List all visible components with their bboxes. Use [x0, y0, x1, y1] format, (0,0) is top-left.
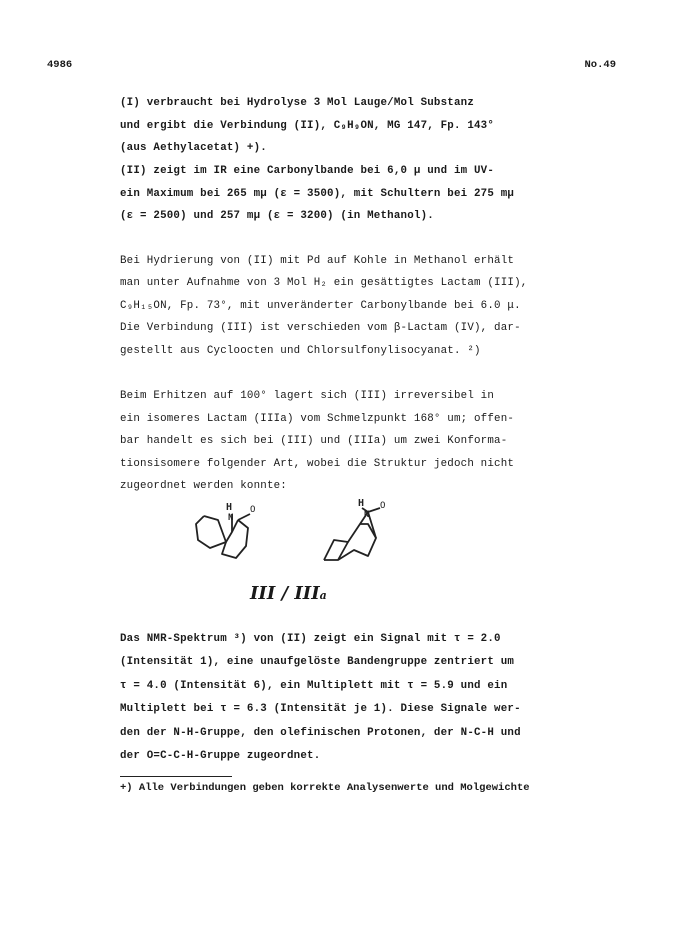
- paragraph1-line-3: (aus Aethylacetat) +).: [120, 142, 267, 154]
- page-number: 4986: [47, 59, 73, 71]
- paragraph2-line-5: gestellt aus Cycloocten und Chlorsulfonylisocyanat. ²): [120, 345, 481, 357]
- paragraph3-line-1: Beim Erhitzen auf 100° lagert sich (III) irreversibel in: [120, 390, 495, 402]
- paragraph4-line-4: Multiplett bei τ = 6.3 (Intensität je 1). Diese Signale wer-: [120, 703, 521, 715]
- paragraph1-line-2: und ergibt die Verbindung (II), C₉H₉ON, MG 147, Fp. 143°: [120, 120, 495, 132]
- paragraph1-line-1: (I) verbraucht bei Hydrolyse 3 Mol Lauge/Mol Substanz: [120, 97, 474, 109]
- structure-label-main: III / III: [250, 583, 320, 604]
- paragraph2-line-1: Bei Hydrierung von (II) mit Pd auf Kohle in Methanol erhält: [120, 255, 515, 267]
- atom-h: H: [358, 498, 365, 509]
- structure-iii: [192, 496, 272, 568]
- structure-label-suffix: a: [319, 589, 327, 602]
- structure-iiia: [314, 494, 394, 568]
- footnote: +) Alle Verbindungen geben korrekte Analysenwerte und Molgewichte: [120, 782, 530, 794]
- paragraph3-line-3: bar handelt es sich bei (III) und (IIIa) um zwei Konforma-: [120, 435, 508, 447]
- paragraph4-line-1: Das NMR-Spektrum ³) von (II) zeigt ein Signal mit τ = 2.0: [120, 633, 501, 645]
- paragraph1-line-5: ein Maximum bei 265 mμ (ε = 3500), mit Schultern bei 275 mμ: [120, 188, 515, 200]
- paragraph2-line-3: C₉H₁₅ON, Fp. 73°, mit unveränderter Carbonylbande bei 6.0 μ.: [120, 300, 521, 312]
- atom-h: H: [226, 502, 233, 513]
- paragraph1-line-6: (ε = 2500) und 257 mμ (ε = 3200) (in Methanol).: [120, 210, 434, 222]
- paragraph1-line-4: (II) zeigt im IR eine Carbonylbande bei 6,0 μ und im UV-: [120, 165, 495, 177]
- paragraph2-line-2: man unter Aufnahme von 3 Mol H₂ ein gesättigtes Lactam (III),: [120, 277, 528, 289]
- atom-n: N: [364, 510, 370, 520]
- paragraph4-line-5: den der N-H-Gruppe, den olefinischen Protonen, der N-C-H und: [120, 727, 521, 739]
- paragraph4-line-3: τ = 4.0 (Intensität 6), ein Multiplett mit τ = 5.9 und ein: [120, 680, 508, 692]
- paragraph2-line-4: Die Verbindung (III) ist verschieden vom β-Lactam (IV), dar-: [120, 322, 521, 334]
- structure-label: [250, 583, 327, 604]
- atom-o: O: [380, 501, 386, 511]
- paragraph3-line-2: ein isomeres Lactam (IIIa) vom Schmelzpunkt 168° um; offen-: [120, 413, 515, 425]
- paragraph3-line-4: tionsisomere folgender Art, wobei die Struktur jedoch nicht: [120, 458, 515, 470]
- issue-number: No.49: [584, 59, 616, 71]
- paragraph4-line-6: der O=C-C-H-Gruppe zugeordnet.: [120, 750, 321, 762]
- atom-o: O: [250, 505, 256, 515]
- paragraph4-line-2: (Intensität 1), eine unaufgelöste Bandengruppe zentriert um: [120, 656, 515, 668]
- footnote-rule: [120, 776, 232, 777]
- paragraph3-line-5: zugeordnet werden konnte:: [120, 480, 287, 492]
- atom-n: N: [228, 513, 234, 523]
